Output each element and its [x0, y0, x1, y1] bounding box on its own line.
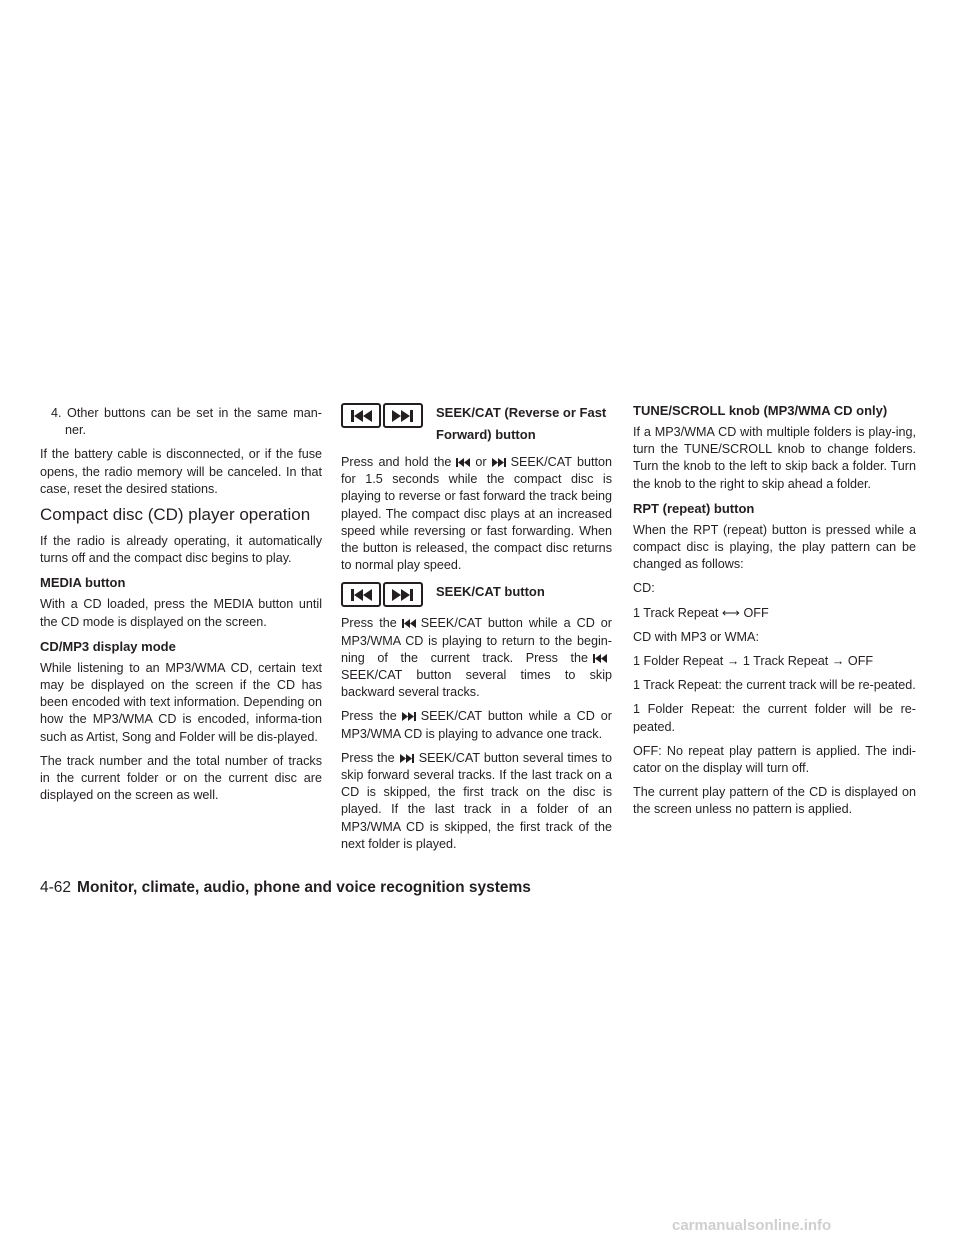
- skip-next-key: [383, 403, 423, 428]
- skip-forward-paragraph: [341, 750, 612, 853]
- skip-next-icon: [492, 458, 506, 467]
- skip-previous-key: [341, 403, 381, 428]
- battery-paragraph: If the battery cable is disconnected, or if the fuse opens, the radio memory will be canceled. In that case, reset the desired stations.: [40, 447, 322, 496]
- track-number-paragraph: The track number and the total number of tracks in the current folder or on the current disc are displayed on the screen as well.: [40, 753, 322, 803]
- cd-label: CD:: [633, 581, 655, 596]
- seek-heading-block: [341, 581, 612, 607]
- next-text-b: SEEK/CAT button while a CD or MP3/WMA CD is playing to advance one track.: [341, 709, 612, 741]
- skip-next-icon: [392, 589, 414, 601]
- skip-previous-icon: [350, 589, 372, 601]
- mp3-label: CD with MP3 or WMA:: [633, 629, 759, 644]
- seek-reverse-ff-heading: SEEK/CAT (Reverse or Fast Forward) button: [436, 405, 607, 442]
- section-heading-cd: Compact disc (CD) player operation: [40, 505, 311, 525]
- prev-text-c: SEEK/CAT button several times to skip backward several tracks.: [341, 668, 612, 700]
- step-4: 4. Other buttons can be set in the same man-ner.: [51, 406, 322, 438]
- tune-scroll-paragraph: If a MP3/WMA CD with multiple folders is play-ing, turn the TUNE/SCROLL knob to change folders. Turn the knob to the left to skip back a folder. Turn the knob to the right to skip ahead a folder.: [633, 425, 916, 491]
- press-hold-paragraph: [341, 454, 612, 574]
- current-pattern-paragraph: The current play pattern of the CD is displayed on the screen unless no pattern is applied.: [633, 785, 916, 817]
- rpt-button-heading: RPT (repeat) button: [633, 500, 755, 516]
- prev-text-b: SEEK/CAT button while a CD or MP3/WMA CD is playing to return to the begin-ning of the current track. Press the: [341, 616, 612, 665]
- skip-previous-key: [341, 582, 381, 607]
- seek-reverse-ff-heading-block: [341, 402, 612, 446]
- display-mode-paragraph: While listening to an MP3/WMA CD, certain text may be displayed on the screen if the CD has been encoded with text information. Depending on how the MP3/WMA CD is encoded, informa-tion such as Artist, Song and Folder will be dis-played.: [40, 660, 322, 744]
- media-paragraph: With a CD loaded, press the MEDIA button until the CD mode is displayed on the screen.: [40, 597, 322, 629]
- press-hold-text-a: Press and hold the: [341, 455, 452, 469]
- off-paragraph: OFF: No repeat play pattern is applied. The indi-cator on the display will turn off.: [633, 743, 916, 776]
- page-number: 4-62: [40, 879, 72, 896]
- skip-next-key: [383, 582, 423, 607]
- watermark: carmanualsonline.info: [672, 1217, 832, 1234]
- seek-heading: SEEK/CAT button: [436, 584, 545, 600]
- display-mode-heading: CD/MP3 display mode: [40, 638, 176, 654]
- press-hold-text-b: SEEK/CAT button for 1.5 seconds while the compact disc is playing to reverse or fast forward the track being played. The compact disc plays at an increased speed while reversing or fast forwarding. When the button is released, the compact disc returns to normal play speed.: [341, 455, 612, 573]
- prev-text-a: Press the: [341, 616, 397, 631]
- next2-text-b: SEEK/CAT button several times to skip forward several tracks. If the last track on a CD is skipped, the first track on the disc is played. If the last track in a folder of an MP3/WMA CD is skipped, the first track of the next folder is played.: [341, 750, 613, 851]
- rpt-paragraph: When the RPT (repeat) button is pressed while a compact disc is playing, the play pattern can be changed as follows:: [633, 522, 916, 572]
- skip-next-icon: [392, 410, 414, 422]
- column-left: [40, 405, 322, 811]
- section-title: Monitor, climate, audio, phone and voice recognition systems: [77, 879, 531, 896]
- skip-next-icon: [402, 712, 416, 721]
- skip-previous-icon: [350, 410, 372, 422]
- column-right: [633, 405, 916, 826]
- previous-track-paragraph: [341, 615, 612, 701]
- tune-scroll-heading: TUNE/SCROLL knob (MP3/WMA CD only): [633, 403, 888, 418]
- column-middle: [341, 405, 612, 860]
- seek-buttons-illustration: [341, 403, 425, 428]
- folder-repeat-paragraph: 1 Folder Repeat: the current folder will be re-peated.: [633, 702, 916, 734]
- next-track-paragraph: [341, 708, 612, 742]
- track-repeat-paragraph: 1 Track Repeat: the current track will be re-peated.: [633, 678, 916, 693]
- seek-buttons-illustration-2: [341, 582, 425, 607]
- cd-repeat-sequence: 1 Track Repeat ⟷ OFF: [633, 605, 769, 620]
- media-button-heading: MEDIA button: [40, 575, 126, 591]
- next2-text-a: Press the: [341, 750, 395, 765]
- press-hold-or: or: [475, 455, 487, 469]
- next-text-a: Press the: [341, 709, 397, 724]
- page-footer: [40, 879, 531, 897]
- skip-previous-icon: [456, 458, 470, 467]
- skip-previous-icon: [593, 654, 607, 663]
- skip-next-icon: [400, 754, 414, 763]
- skip-previous-icon: [402, 619, 416, 628]
- cd-intro-paragraph: If the radio is already operating, it automatically turns off and the compact disc begins to play.: [40, 534, 322, 566]
- mp3-repeat-sequence: 1 Folder Repeat → 1 Track Repeat → OFF: [633, 654, 874, 669]
